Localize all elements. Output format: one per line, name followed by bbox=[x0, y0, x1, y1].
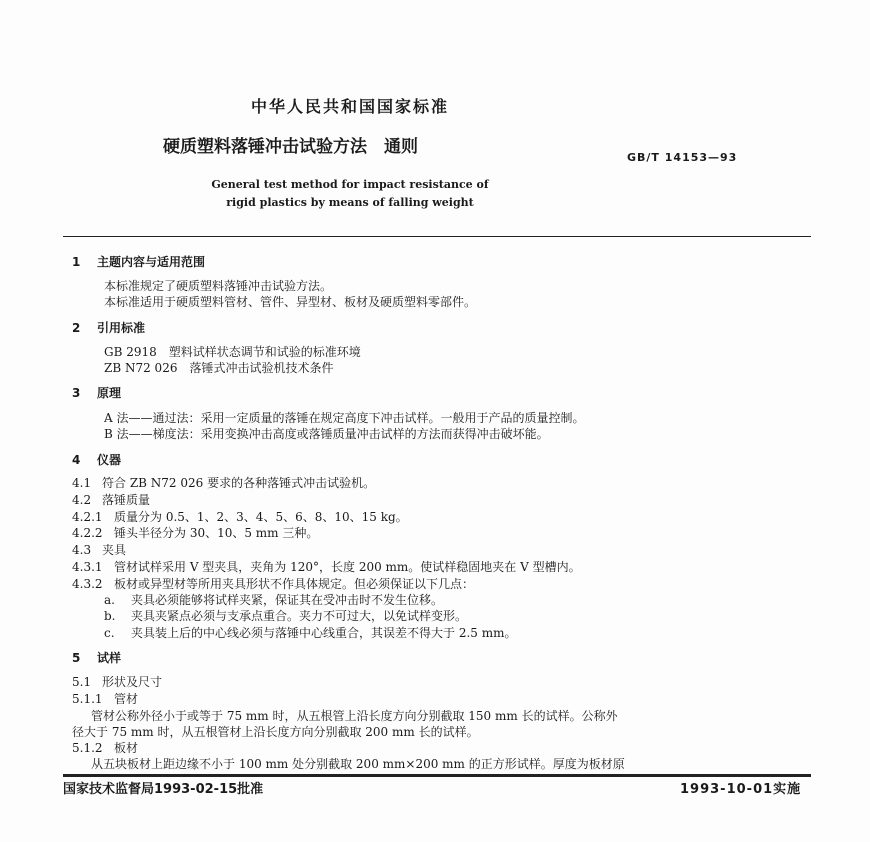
section-number: 3 bbox=[72, 386, 81, 400]
text-line bbox=[0, 526, 870, 540]
header-divider bbox=[63, 236, 811, 237]
line-text: 主题内容与适用范围 bbox=[97, 255, 206, 269]
english-title-2: rigid plastics by means of falling weight bbox=[226, 196, 474, 209]
line-text: 引用标准 bbox=[97, 321, 146, 335]
section-number: 4.2.1 bbox=[72, 510, 103, 524]
line-text: 径大于 75 mm 时，从五根管材上沿长度方向分别截取 200 mm 长的试样。 bbox=[72, 725, 479, 739]
line-text: 从五块板材上距边缘不小于 100 mm 处分别截取 200 mm×200 mm 的正方形试样。厚度为板材原 bbox=[91, 757, 625, 771]
standard-code: GB/T 14153—93 bbox=[627, 151, 738, 164]
text-line bbox=[0, 361, 870, 375]
section-heading bbox=[0, 453, 870, 467]
effective-date: 1993-10-01实施 bbox=[680, 782, 802, 797]
line-text: 管材 bbox=[114, 692, 139, 706]
line-text: 夹具 bbox=[102, 543, 127, 557]
section-number: 4 bbox=[72, 453, 81, 467]
section-number: b. bbox=[104, 609, 116, 623]
line-text: 夹具必须能够将试样夹紧，保证其在受冲击时不发生位移。 bbox=[131, 593, 444, 607]
section-heading bbox=[0, 321, 870, 335]
line-text: 管材公称外径小于或等于 75 mm 时，从五根管上沿长度方向分别截取 150 mm 长的试样。公称外 bbox=[91, 709, 618, 723]
section-number: 5 bbox=[72, 651, 81, 665]
section-number: 4.3 bbox=[72, 543, 92, 557]
text-line bbox=[0, 493, 870, 507]
text-line bbox=[0, 609, 870, 623]
line-text: A 法——通过法：采用一定质量的落锤在规定高度下冲击试样。一般用于产品的质量控制。 bbox=[104, 411, 585, 425]
section-number: 4.2.2 bbox=[72, 526, 103, 540]
line-text: 仪器 bbox=[97, 453, 122, 467]
issuing-org: 中华人民共和国国家标准 bbox=[250, 97, 449, 116]
line-text: 夹具夹紧点必须与支承点重合。夹力不可过大，以免试样变形。 bbox=[131, 609, 468, 623]
text-line bbox=[0, 725, 870, 739]
text-line bbox=[0, 741, 870, 755]
text-line bbox=[0, 593, 870, 607]
text-line bbox=[0, 692, 870, 706]
approval-date: 国家技术监督局1993-02-15批准 bbox=[63, 782, 264, 797]
line-text: B 法——梯度法：采用变换冲击高度或落锤质量冲击试样的方法而获得冲击破坏能。 bbox=[104, 427, 549, 441]
line-text: GB 2918 塑料试样状态调节和试验的标准环境 bbox=[104, 345, 361, 359]
text-line bbox=[0, 411, 870, 425]
line-text: 板材 bbox=[114, 741, 139, 755]
text-line bbox=[0, 560, 870, 574]
section-number: 5.1.2 bbox=[72, 741, 103, 755]
section-number: c. bbox=[104, 626, 115, 640]
text-line bbox=[0, 345, 870, 359]
line-text: 本标准规定了硬质塑料落锤冲击试验方法。 bbox=[104, 279, 333, 293]
english-title-1: General test method for impact resistance of bbox=[211, 178, 489, 191]
line-text: 落锤质量 bbox=[102, 493, 151, 507]
section-number: 4.3.1 bbox=[72, 560, 103, 574]
section-number: 2 bbox=[72, 321, 81, 335]
text-line bbox=[0, 757, 870, 771]
text-line bbox=[0, 675, 870, 689]
line-text: 管材试样采用 V 型夹具，夹角为 120°，长度 200 mm。使试样稳固地夹在 V 型槽内。 bbox=[114, 560, 581, 574]
text-line bbox=[0, 543, 870, 557]
text-line bbox=[0, 279, 870, 293]
section-number: 5.1 bbox=[72, 675, 92, 689]
document-title: 硬质塑料落锤冲击试验方法 通则 bbox=[163, 137, 418, 157]
section-heading bbox=[0, 255, 870, 269]
line-text: 形状及尺寸 bbox=[102, 675, 163, 689]
text-line bbox=[0, 427, 870, 441]
text-line bbox=[0, 476, 870, 490]
footer-divider bbox=[63, 774, 811, 777]
text-line bbox=[0, 626, 870, 640]
text-line bbox=[0, 295, 870, 309]
line-text: 本标准适用于硬质塑料管材、管件、异型材、板材及硬质塑料零部件。 bbox=[104, 295, 477, 309]
line-text: ZB N72 026 落锤式冲击试验机技术条件 bbox=[104, 361, 334, 375]
section-number: 4.2 bbox=[72, 493, 92, 507]
line-text: 质量分为 0.5、1、2、3、4、5、6、8、10、15 kg。 bbox=[114, 510, 408, 524]
line-text: 符合 ZB N72 026 要求的各种落锤式冲击试验机。 bbox=[102, 476, 376, 490]
section-number: a. bbox=[104, 593, 115, 607]
line-text: 原理 bbox=[97, 386, 122, 400]
line-text: 锤头半径分为 30、10、5 mm 三种。 bbox=[114, 526, 319, 540]
section-number: 4.1 bbox=[72, 476, 92, 490]
line-text: 夹具装上后的中心线必须与落锤中心线重合，其误差不得大于 2.5 mm。 bbox=[131, 626, 517, 640]
line-text: 板材或异型材等所用夹具形状不作具体规定。但必须保证以下几点： bbox=[114, 577, 475, 591]
section-number: 4.3.2 bbox=[72, 577, 103, 591]
text-line bbox=[0, 709, 870, 723]
text-line bbox=[0, 577, 870, 591]
section-number: 1 bbox=[72, 255, 81, 269]
section-heading bbox=[0, 386, 870, 400]
line-text: 试样 bbox=[97, 651, 122, 665]
section-heading bbox=[0, 651, 870, 665]
text-line bbox=[0, 510, 870, 524]
section-number: 5.1.1 bbox=[72, 692, 103, 706]
